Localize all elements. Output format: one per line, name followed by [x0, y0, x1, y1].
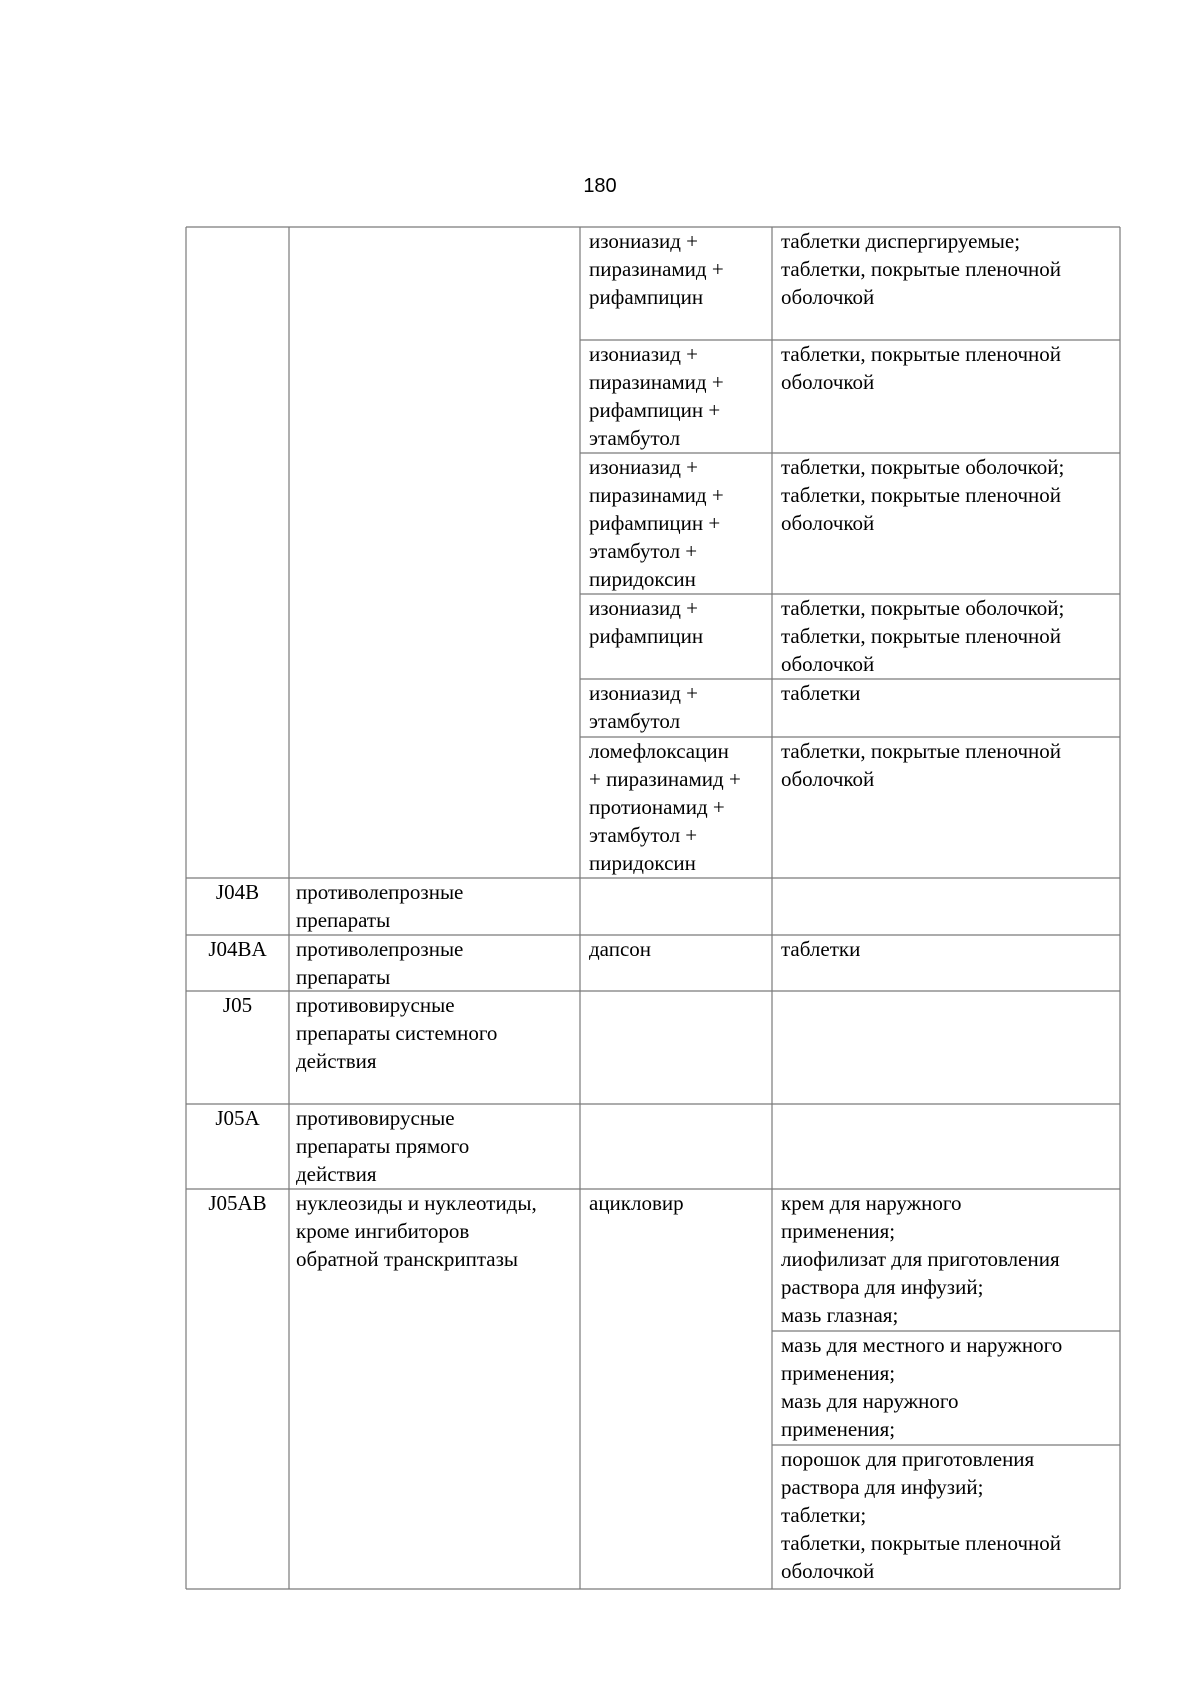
drug-cell: дапсон — [589, 937, 652, 961]
drug-cell: ацикловир — [589, 1191, 684, 1215]
group-cell: противовирусные препараты системного действия — [296, 993, 498, 1073]
atc-code-cell: J05AB — [208, 1191, 267, 1215]
forms-cell: таблетки, покрытые оболочкой; таблетки, покрытые пленочной оболочкой — [781, 596, 1065, 676]
forms-cell: таблетки, покрытые пленочной оболочкой — [781, 342, 1062, 394]
forms-cell: таблетки — [781, 937, 861, 961]
forms-cell: таблетки — [781, 681, 861, 705]
drug-cell: ломефлоксацин + пиразинамид + протионамид + этамбутол + пиридоксин — [589, 739, 741, 875]
atc-code-cell: J05 — [222, 993, 253, 1017]
drug-cell: изониазид + этамбутол — [589, 681, 699, 733]
drug-cell: изониазид + пиразинамид + рифампицин + этамбутол + пиридоксин — [589, 455, 724, 591]
drug-cell: изониазид + пиразинамид + рифампицин + этамбутол — [589, 342, 724, 450]
forms-cell: крем для наружного применения; лиофилизат для приготовления раствора для инфузий; мазь глазная; — [781, 1191, 1060, 1327]
forms-cell: порошок для приготовления раствора для инфузий; таблетки; таблетки, покрытые пленочной оболочкой — [781, 1447, 1062, 1583]
group-cell: противолепрозные препараты — [296, 937, 464, 989]
atc-code-cell: J04BA — [208, 937, 267, 961]
forms-cell: мазь для местного и наружного применения; мазь для наружного применения; — [781, 1333, 1063, 1441]
group-cell: нуклеозиды и нуклеотиды, кроме ингибиторов обратной транскриптазы — [296, 1191, 537, 1271]
page-number: 180 — [583, 175, 617, 197]
atc-code-cell: J05A — [215, 1106, 260, 1130]
group-cell: противовирусные препараты прямого действия — [296, 1106, 470, 1186]
drug-cell: изониазид + пиразинамид + рифампицин — [589, 229, 724, 309]
forms-cell: таблетки, покрытые оболочкой; таблетки, покрытые пленочной оболочкой — [781, 455, 1065, 535]
drug-cell: изониазид + рифампицин — [589, 596, 704, 648]
group-cell: противолепрозные препараты — [296, 880, 464, 932]
forms-cell: таблетки, покрытые пленочной оболочкой — [781, 739, 1062, 791]
forms-cell: таблетки диспергируемые; таблетки, покрытые пленочной оболочкой — [781, 229, 1062, 309]
atc-code-cell: J04B — [215, 880, 260, 904]
